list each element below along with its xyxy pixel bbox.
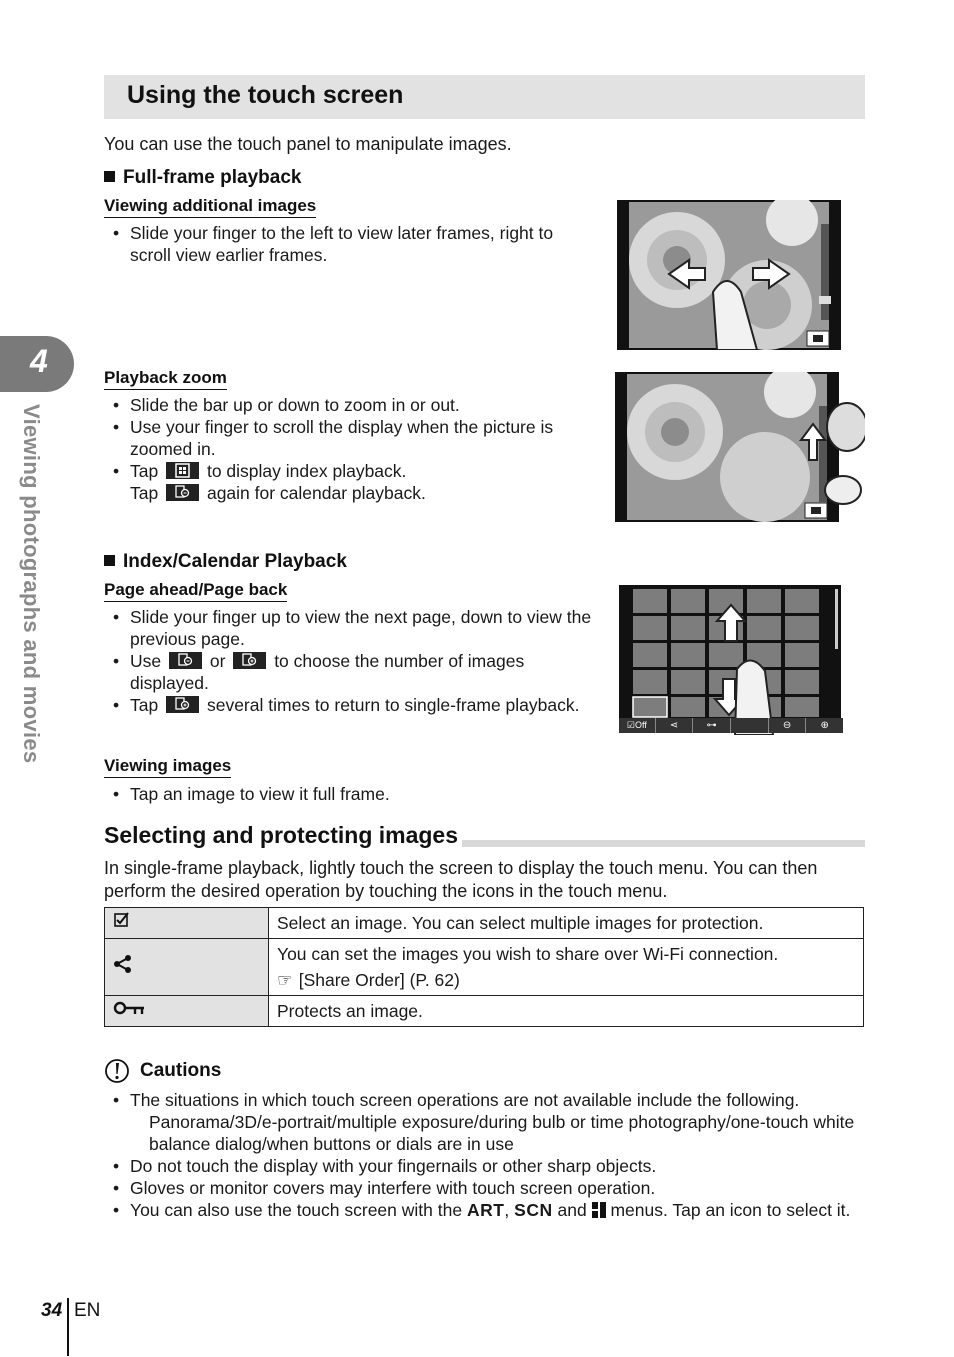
zoom-out-icon: ⊖ — [782, 720, 792, 731]
list-item: • Tap an image to view it full frame. — [104, 783, 584, 805]
zoom-out-button[interactable] — [769, 718, 807, 733]
flower-swipe-illustration — [617, 200, 841, 350]
table-text-cell: Select an image. You can select multiple images for protection. — [269, 908, 864, 939]
list-item: • The situations in which touch screen operations are not available include the following. Panorama/3D/e-portrait/multiple exposure/during bulb or time photography/one-touch white balance dialog/when buttons or dials are in use — [104, 1089, 864, 1155]
playback-zoom-list — [104, 394, 584, 504]
select-off-button[interactable]: ☑Off — [619, 718, 656, 733]
zoom-out-button-icon — [166, 484, 199, 501]
full-frame-photo — [617, 200, 841, 350]
zoom-in-button-icon — [166, 696, 199, 713]
key-icon: ⊶ — [706, 720, 717, 731]
list-item: • Do not touch the display with your fingernails or other sharp objects. — [104, 1155, 864, 1177]
list-item: • Use your finger to scroll the display when the picture is zoomed in. — [104, 416, 584, 460]
chapter-number: 4 — [30, 343, 48, 379]
table-icon-cell — [105, 939, 269, 996]
page-number: 34 — [41, 1300, 63, 1321]
selecting-heading: Selecting and protecting images — [104, 822, 462, 849]
footer-divider — [67, 1298, 69, 1356]
intro-text: You can use the touch panel to manipulate images. — [104, 134, 512, 154]
movie-menu-icon — [592, 1202, 606, 1218]
list-item: • Use or to choose the number of images displayed. — [104, 650, 594, 694]
protect-button[interactable] — [693, 718, 731, 733]
list-item: • Slide your finger to the left to view later frames, right to scroll view earlier frames. — [104, 222, 584, 266]
touch-menu-bar — [619, 718, 843, 733]
list-item: • You can also use the touch screen with the ART, SCN and menus. Tap an icon to select it. — [104, 1199, 864, 1221]
flower-zoom-illustration — [615, 372, 865, 522]
caution-icon — [104, 1058, 130, 1084]
viewing-additional-heading: Viewing additional images — [104, 196, 316, 218]
list-item: • Slide your finger up to view the next page, down to view the previous page. — [104, 606, 594, 650]
viewing-images-heading: Viewing images — [104, 756, 231, 778]
reference-icon: ☞ — [277, 970, 293, 990]
table-icon-cell — [105, 996, 269, 1027]
list-item: • Slide the bar up or down to zoom in or out. — [104, 394, 584, 416]
list-item: • Gloves or monitor covers may interfere with touch screen operation. — [104, 1177, 864, 1199]
zoom-photo — [615, 372, 865, 522]
viewing-images-list — [104, 783, 584, 805]
share-icon — [113, 954, 133, 974]
touch-menu-table — [104, 907, 864, 1027]
zoom-out-button-icon — [169, 652, 202, 669]
selecting-intro: In single-frame playback, lightly touch the screen to display the touch menu. You can then perform the desired operation by touching the icons in the touch menu. — [104, 858, 818, 901]
share-button[interactable] — [656, 718, 694, 733]
full-frame-heading: Full-frame playback — [104, 167, 301, 189]
checkbox-icon — [113, 911, 131, 929]
index-grid-illustration — [619, 585, 843, 735]
index-button-icon — [166, 462, 199, 479]
playback-zoom-heading: Playback zoom — [104, 368, 227, 390]
table-text-cell: Protects an image. — [269, 996, 864, 1027]
chapter-label: Viewing photographs and movies — [19, 404, 44, 764]
index-photo — [619, 585, 843, 735]
key-icon — [113, 999, 147, 1017]
square-bullet-icon — [104, 171, 115, 182]
zoom-in-icon: ⊕ — [820, 720, 829, 731]
zoom-in-button[interactable] — [806, 718, 843, 733]
page-title: Using the touch screen — [127, 81, 404, 109]
table-row — [105, 908, 864, 939]
square-bullet-icon — [104, 555, 115, 566]
share-icon: ⋖ — [669, 720, 679, 731]
page-ahead-heading: Page ahead/Page back — [104, 580, 287, 602]
cautions-list — [104, 1089, 864, 1221]
table-icon-cell — [105, 908, 269, 939]
table-text-cell: You can set the images you wish to share over Wi-Fi connection. ☞ [Share Order] (P. 62) — [269, 939, 864, 996]
page-ahead-list — [104, 606, 594, 716]
blank-button[interactable] — [731, 718, 769, 733]
language-label: EN — [74, 1300, 101, 1321]
table-row — [105, 996, 864, 1027]
cautions-heading: Cautions — [104, 1058, 221, 1084]
list-item: • Tap several times to return to single-frame playback. — [104, 694, 594, 716]
zoom-in-button-icon — [233, 652, 266, 669]
viewing-additional-list — [104, 222, 584, 266]
table-row — [105, 939, 864, 996]
index-heading: Index/Calendar Playback — [104, 551, 347, 573]
list-item: • Tap to display index playback. Tap again for calendar playback. — [104, 460, 584, 504]
